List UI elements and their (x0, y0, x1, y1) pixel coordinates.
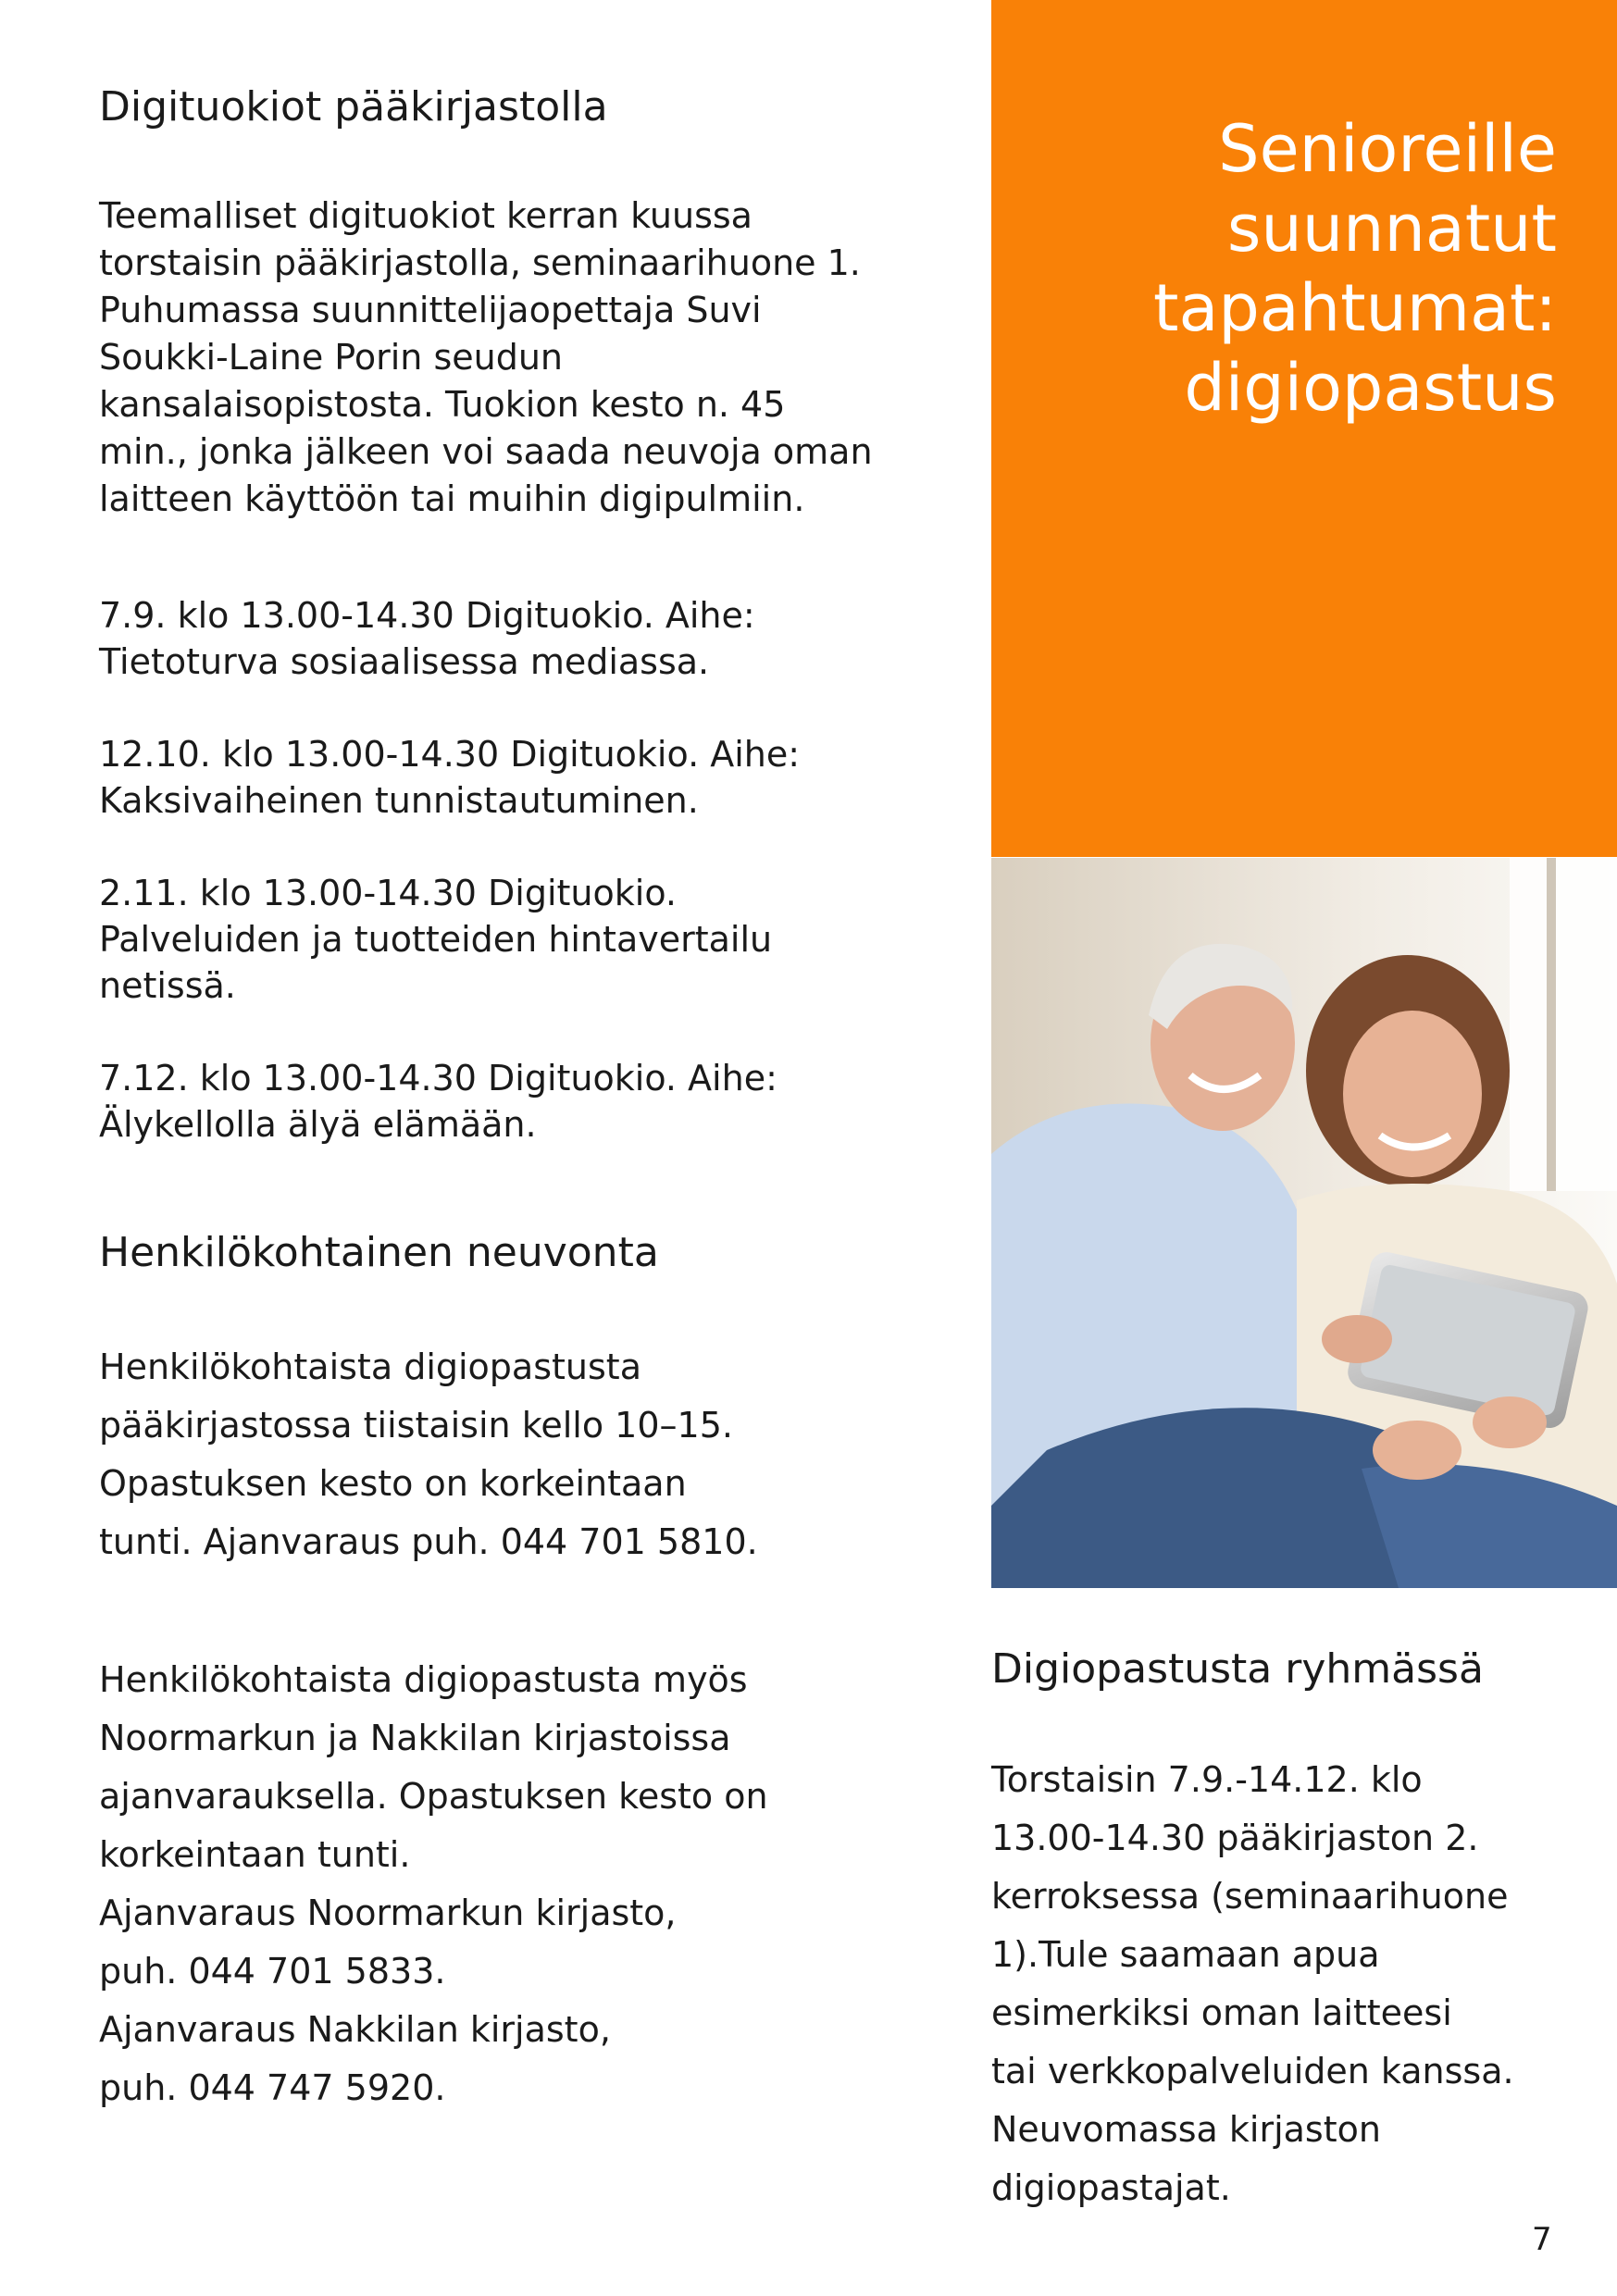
panel-title-line: Senioreille (1218, 111, 1557, 187)
text-line: Opastuksen kesto on korkeintaan (99, 1463, 687, 1504)
text-line: puh. 044 701 5833. (99, 1951, 446, 1992)
text-line: min., jonka jälkeen voi saada neuvoja oman (99, 431, 873, 472)
text-line: Teemalliset digituokiot kerran kuussa (99, 195, 753, 236)
text-line: laitteen käyttöön tai muihin digipulmiin. (99, 478, 805, 519)
text-line: Soukki-Laine Porin seudun (99, 337, 563, 378)
text-line: Henkilökohtaista digiopastusta (99, 1347, 641, 1387)
seniors-tablet-photo (991, 858, 1617, 1588)
text-line: 13.00-14.30 pääkirjaston 2. (991, 1818, 1479, 1858)
group-guidance-paragraph (991, 1751, 1514, 2217)
event-item (99, 592, 755, 685)
panel-title-line: suunnatut (1226, 191, 1557, 267)
text-line: torstaisin pääkirjastolla, seminaarihuone 1. (99, 242, 861, 283)
text-line: Ajanvaraus Noormarkun kirjasto, (99, 1893, 677, 1933)
event-line: Älykellolla älyä elämään. (99, 1104, 537, 1145)
text-line: Noormarkun ja Nakkilan kirjastoissa (99, 1718, 731, 1758)
text-line: Ajanvaraus Nakkilan kirjasto, (99, 2009, 611, 2050)
text-line: ajanvarauksella. Opastuksen kesto on (99, 1776, 768, 1817)
event-line: Kaksivaiheinen tunnistautuminen. (99, 780, 699, 821)
intro-paragraph (99, 192, 873, 523)
event-line: 7.12. klo 13.00-14.30 Digituokio. Aihe: (99, 1058, 777, 1098)
text-line: tai verkkopalveluiden kanssa. (991, 2051, 1514, 2091)
text-line: kansalaisopistosta. Tuokion kesto n. 45 (99, 384, 786, 425)
event-line: 2.11. klo 13.00-14.30 Digituokio. (99, 873, 677, 913)
panel-title-line: digiopastus (1184, 350, 1557, 426)
event-item (99, 731, 800, 824)
text-line: Neuvomassa kirjaston (991, 2109, 1381, 2150)
text-line: Henkilökohtaista digiopastusta myös (99, 1659, 748, 1700)
event-item (99, 870, 772, 1009)
title-panel (991, 0, 1617, 857)
text-line: tunti. Ajanvaraus puh. 044 701 5810. (99, 1521, 758, 1562)
event-item (99, 1055, 777, 1148)
section-heading-ryhma: Digiopastusta ryhmässä (991, 1645, 1484, 1693)
text-line: Puhumassa suunnittelijaopettaja Suvi (99, 290, 762, 330)
text-line: kerroksessa (seminaarihuone (991, 1876, 1509, 1917)
text-line: digiopastajat. (991, 2167, 1231, 2208)
text-line: esimerkiksi oman laitteesi (991, 1992, 1452, 2033)
event-line: 12.10. klo 13.00-14.30 Digituokio. Aihe: (99, 734, 801, 775)
event-line: netissä. (99, 965, 236, 1006)
branch-libraries-paragraph (99, 1651, 768, 2117)
panel-title-line: tapahtumat: (1153, 270, 1557, 346)
personal-guidance-paragraph (99, 1338, 758, 1571)
text-line: korkeintaan tunti. (99, 1834, 411, 1875)
text-line: puh. 044 747 5920. (99, 2067, 446, 2108)
panel-title (1153, 109, 1557, 428)
event-line: Palveluiden ja tuotteiden hintavertailu (99, 919, 773, 960)
event-line: 7.9. klo 13.00-14.30 Digituokio. Aihe: (99, 595, 755, 636)
text-line: pääkirjastossa tiistaisin kello 10–15. (99, 1405, 733, 1446)
page-number: 7 (1532, 2221, 1552, 2258)
text-line: 1).Tule saamaan apua (991, 1934, 1380, 1975)
section-heading-digituokiot: Digituokiot pääkirjastolla (99, 83, 608, 130)
event-line: Tietoturva sosiaalisessa mediassa. (99, 641, 710, 682)
text-line: Torstaisin 7.9.-14.12. klo (991, 1759, 1423, 1800)
section-heading-neuvonta: Henkilökohtainen neuvonta (99, 1229, 659, 1276)
